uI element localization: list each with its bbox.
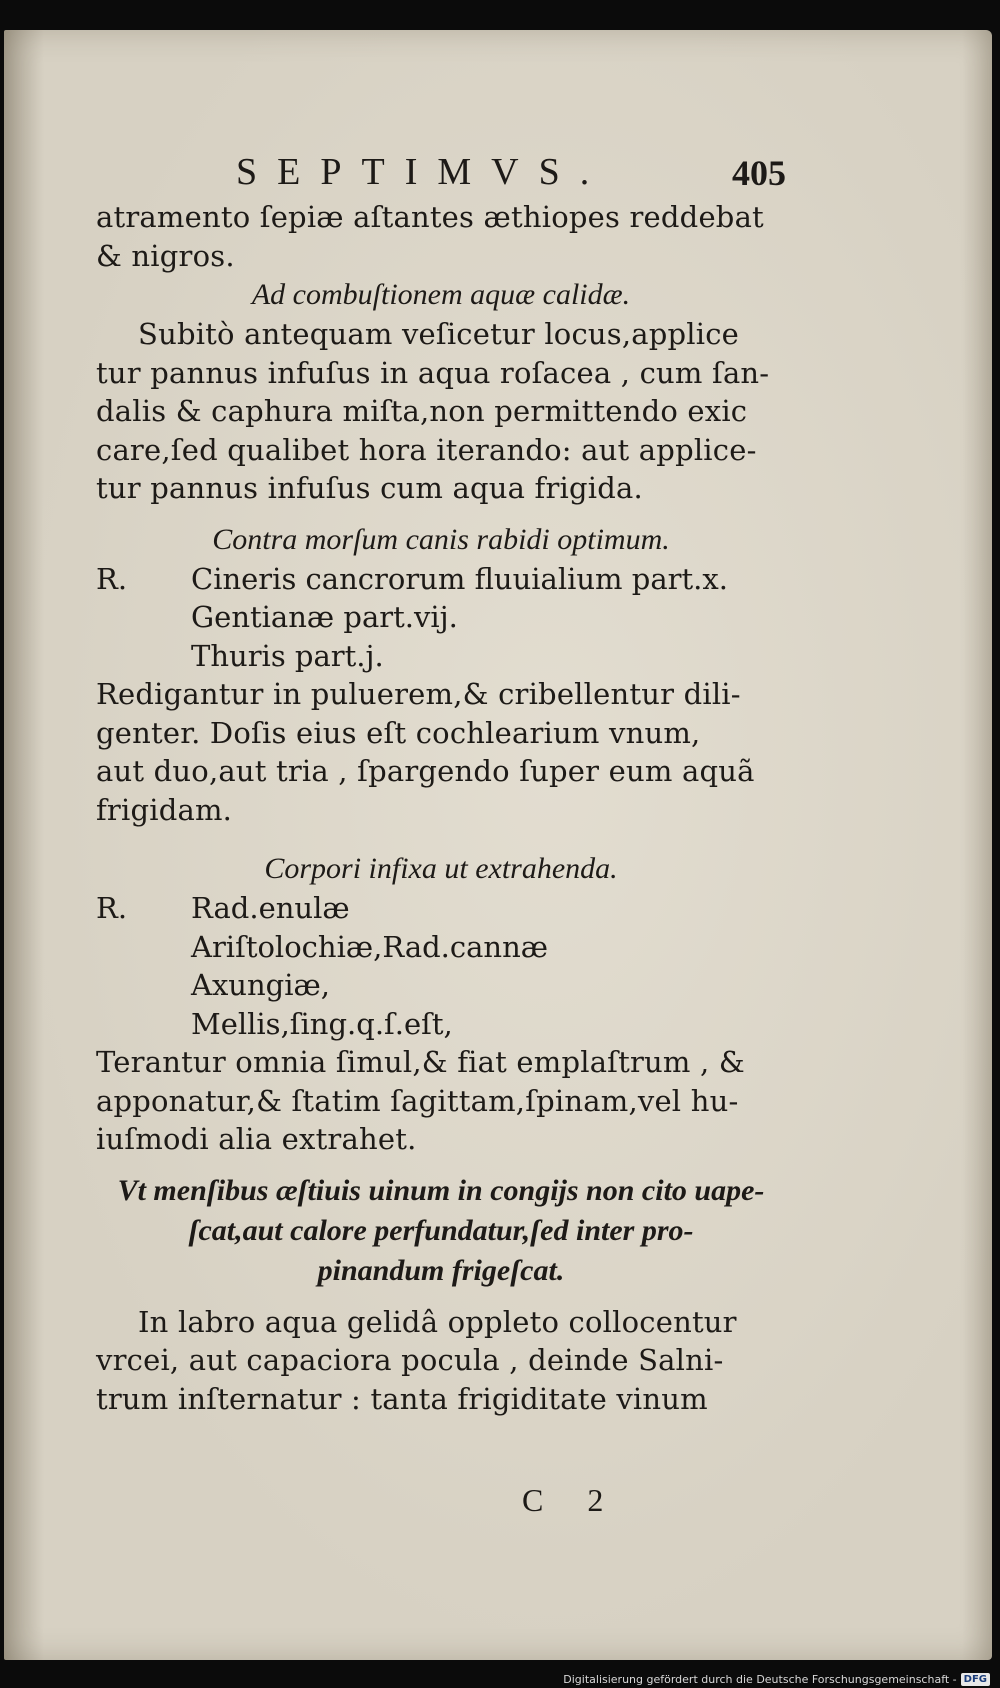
recipe-mark: R. — [96, 561, 128, 596]
recipe-row — [96, 598, 786, 637]
ingredient: Axungiæ, — [191, 968, 330, 1002]
ingredient: Gentianæ part.vij. — [191, 600, 458, 634]
recipe-mark: R. — [96, 891, 128, 925]
recipe-row — [96, 1005, 786, 1044]
body-line: Redigantur in puluerem,& cribellentur dili- — [96, 677, 741, 711]
signature-mark: C 2 — [522, 1482, 622, 1518]
body-line: atramento ſepiæ aſtantes æthiopes reddebat — [96, 200, 764, 234]
recipe-row — [96, 637, 786, 676]
ingredient: Rad.enulæ — [191, 891, 350, 925]
section-heading-wine: pinandum frigeſcat. — [317, 1253, 565, 1287]
recipe-row — [96, 889, 786, 928]
section-heading-rabid-dog: Contra morſum canis rabidi optimum. — [212, 522, 670, 556]
body-line: dalis & caphura miſta,non permittendo exic — [96, 394, 748, 428]
body-line: aut duo,aut tria , ſpargendo ſuper eum aquã — [96, 754, 755, 788]
body-line: vrcei, aut capaciora pocula , deinde Salni- — [96, 1343, 724, 1377]
section-heading-wine: ſcat,aut calore perfundatur,ſed inter pro- — [188, 1213, 694, 1247]
ingredient: Thuris part.j. — [191, 638, 384, 673]
body-line: & nigros. — [96, 238, 235, 273]
body-line: Subitò antequam veſicetur locus,applice — [138, 317, 740, 351]
recipe-row — [96, 928, 786, 967]
body-line: care,ſed qualibet hora iterando: aut applice- — [96, 432, 757, 467]
ingredient: Cineris cancrorum fluuialium part.x. — [191, 561, 728, 596]
running-head — [96, 140, 786, 198]
body-line: apponatur,& ſtatim ſagittam,ſpinam,vel hu- — [96, 1083, 739, 1118]
recipe-row — [96, 966, 786, 1005]
body-line: trum inſternatur : tanta frigiditate vinum — [96, 1381, 708, 1416]
body-line: genter. Doſis eius eſt cochlearium vnum, — [96, 715, 701, 750]
body-line: tur pannus infuſus cum aqua frigida. — [96, 471, 643, 505]
running-title: SEPTIMVS. — [236, 151, 610, 193]
section-heading-wine: Vt menſibus æſtiuis uinum in congijs non cito uape- — [117, 1173, 765, 1207]
section-heading-combustion: Ad combuſtionem aquæ calidæ. — [251, 278, 631, 311]
body-line: frigidam. — [96, 792, 233, 827]
body-line: Terantur omnia ſimul,& fiat emplaſtrum , & — [96, 1045, 745, 1079]
page-number: 405 — [732, 153, 786, 193]
body-line: tur pannus infuſus in aqua roſacea , cum ſan- — [96, 355, 770, 390]
digitization-credit — [563, 1673, 990, 1686]
recipe-row — [96, 560, 786, 599]
text-block — [96, 140, 786, 1418]
dfg-logo-icon: DFG — [961, 1673, 990, 1686]
body-line: iuſmodi alia extrahet. — [96, 1122, 417, 1156]
credit-text: Digitalisierung gefördert durch die Deutsche Forschungsgemeinschaft - — [563, 1673, 957, 1686]
ingredient: Mellis,ſing.q.ſ.eſt, — [191, 1006, 453, 1041]
body-line: In labro aqua gelidâ oppleto collocentur — [138, 1304, 737, 1339]
section-heading-extraction: Corpori infixa ut extrahenda. — [264, 852, 618, 885]
ingredient: Ariſtolochiæ,Rad.cannæ — [191, 929, 549, 964]
book-page — [4, 30, 992, 1660]
